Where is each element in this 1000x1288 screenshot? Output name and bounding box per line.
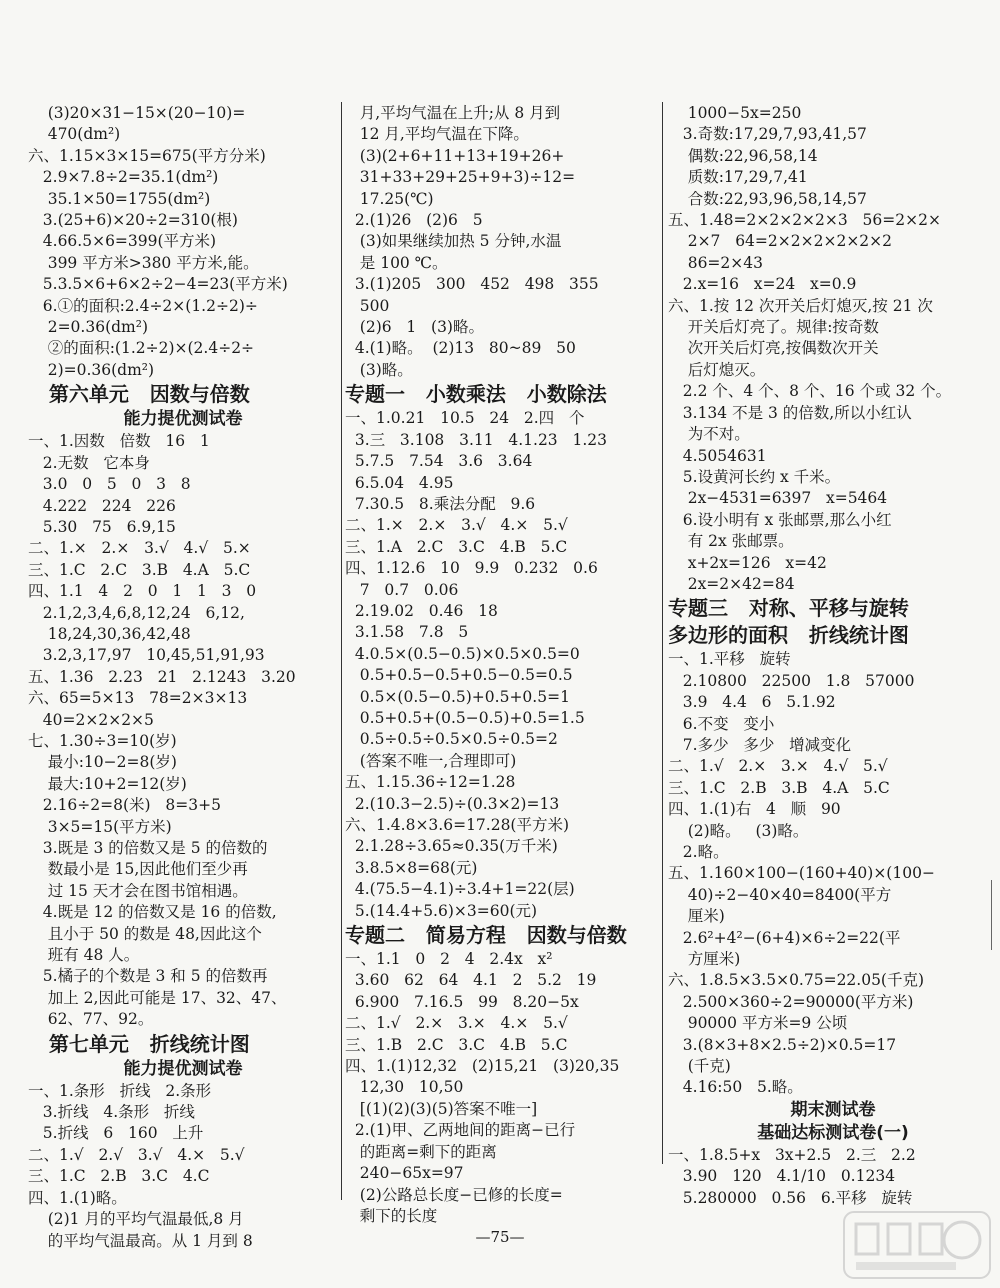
answer-line: 4.(1)略。 (2)13 80~89 50 [345,339,576,358]
answer-line: 四、1.(1)略。 [28,1188,127,1207]
answer-line: 12,30 10,50 [345,1078,464,1097]
answer-line: 剩下的长度 [345,1206,438,1225]
answer-line: 3.三 3.108 3.11 4.1.23 1.23 [345,430,607,449]
answer-line: 月,平均气温在上升;从 8 月到 [345,104,561,122]
answer-line: 2.6²+4²−(6+4)×6÷2=22(平 [668,928,901,947]
answer-line: 7.30.5 8.乘法分配 9.6 [345,494,536,513]
answer-line: 0.5×(0.5−0.5)+0.5+0.5=1 [345,687,570,706]
answer-line: 18,24,30,36,42,48 [28,624,191,643]
answer-line: 2.19.02 0.46 18 [345,601,498,620]
answer-line: 40)÷2−40×40=8400(平方 [668,885,892,904]
answer-line: (3)20×31−15×(20−10)= [28,104,246,122]
answer-line: (2)公路总长度−已修的长度= [345,1185,563,1204]
answer-line: 5.280000 0.56 6.平移 旋转 [668,1188,913,1207]
answer-line: 二、1.× 2.× 3.√ 4.× 5.√ [345,516,568,535]
answer-line: 4.5054631 [668,446,767,465]
column-right [668,103,998,1209]
answer-line: 4.(75.5−4.1)÷3.4+1=22(层) [345,880,575,899]
answer-line: 一、1.1 0 2 4 2.4x x² [345,950,553,969]
answer-line: 2.2 个、4 个、8 个、16 个或 32 个。 [668,382,952,401]
answer-line: 最大:10+2=12(岁) [28,774,187,793]
answer-line: 四、1.1 4 2 0 1 1 3 0 [28,582,257,601]
answer-line: 三、1.C 2.B 3.B 4.A 5.C [668,778,890,797]
answer-line: 的距离=剩下的距离 [345,1142,497,1161]
answer-line: 3.60 62 64 4.1 2 5.2 19 [345,971,597,990]
answer-line: 5.7.5 7.54 3.6 3.64 [345,452,533,471]
answer-line: 一、1.平移 旋转 [668,650,791,669]
answer-line: 六、65=5×13 78=2×3×13 [28,689,248,708]
answer-line: 过 15 天才会在图书馆相遇。 [28,881,248,900]
answer-line: ②的面积:(1.2÷2)×(2.4÷2÷ [28,339,255,358]
section-heading: 第七单元 折线统计图 [28,1031,250,1056]
answer-line: 3.90 120 4.1/10 0.1234 [668,1167,896,1186]
answer-line: 7.多少 多少 增减变化 [668,735,852,754]
answer-line: 后灯熄灭。 [668,360,766,379]
answer-line: 31+33+29+25+9+3)÷12= [345,168,576,187]
answer-line: 质数:17,29,7,41 [668,168,808,187]
answer-line: 35.1×50=1755(dm²) [28,189,211,208]
answer-line: 次开关后灯亮,按偶数次开关 [668,339,879,358]
answer-line: 0.5÷0.5÷0.5×0.5÷0.5=2 [345,730,558,749]
section-heading: 专题一 小数乘法 小数除法 [345,382,607,407]
column-left [28,103,338,1252]
column-divider-1 [341,102,342,1200]
answer-line: [(1)(2)(3)(5)答案不唯一] [345,1099,538,1118]
answer-line: 加上 2,因此可能是 17、32、47、 [28,988,287,1007]
section-heading: 能力提优测试卷 [123,409,243,430]
answer-line: 2.略。 [668,843,729,861]
answer-line: 4.222 224 226 [28,496,176,515]
section-heading: 多边形的面积 折线统计图 [668,623,909,648]
answer-line: 4.0.5×(0.5−0.5)×0.5×0.5=0 [345,644,580,663]
column-middle [345,103,657,1227]
answer-line: (3)略。 [345,360,413,379]
answer-line: 5.(14.4+5.6)×3=60(元) [345,901,538,920]
page-number: —75— [475,1228,525,1246]
answer-line: 6.不变 变小 [668,714,775,733]
answer-line: 17.25(℃) [345,189,434,208]
answer-line: 5.折线 6 160 上升 [28,1124,204,1143]
answer-line: 有 2x 张邮票。 [668,532,794,551]
answer-line: 2.(1)26 (2)6 5 [345,211,483,230]
answer-line: 6.设小明有 x 张邮票,那么小红 [668,510,892,529]
answer-line: 二、1.√ 2.× 3.× 4.√ 5.√ [668,757,888,776]
answer-line: 2.9×7.8÷2=35.1(dm²) [28,168,219,187]
answer-line: (3)如果继续加热 5 分钟,水温 [345,232,562,251]
answer-line: 三、1.B 2.C 3.C 4.B 5.C [345,1035,568,1054]
answer-line: 四、1.12.6 10 9.9 0.232 0.6 [345,559,598,578]
answer-line: x+2x=126 x=42 [668,553,827,572]
answer-line: 二、1.× 2.× 3.√ 4.√ 5.× [28,539,251,558]
section-heading: 期末测试卷 [790,1099,876,1120]
answer-line: 240−65x=97 [345,1164,464,1183]
answer-line: 一、1.0.21 10.5 24 2.四 个 [345,409,585,428]
answer-line: 3.奇数:17,29,7,93,41,57 [668,125,867,144]
answer-line: 方厘米) [668,950,741,969]
answer-line: 一、1.8.5+x 3x+2.5 2.三 2.2 [668,1145,916,1164]
answer-line: 数最小是 15,因此他们至少再 [28,860,248,879]
answer-line: 七、1.30÷3=10(岁) [28,731,177,750]
watermark-logo [842,1210,992,1280]
answer-line: 六、1.4.8×3.6=17.28(平方米) [345,816,570,834]
answer-line: 是 100 ℃。 [345,253,448,272]
answer-line: 2.10800 22500 1.8 57000 [668,671,915,690]
answer-line: 三、1.C 2.B 3.C 4.C [28,1167,210,1186]
answer-line: 0.5+0.5−0.5+0.5−0.5=0.5 [345,666,573,685]
answer-line: 班有 48 人。 [28,946,140,965]
answer-line: 3.(25+6)×20÷2=310(根) [28,211,238,230]
answer-line: 2)=0.36(dm²) [28,360,155,379]
answer-line: 五、1.15.36÷12=1.28 [345,773,516,792]
answer-line: 2x−4531=6397 x=5464 [668,489,888,508]
answer-line: 2.1.28÷3.65≈0.35(万千米) [345,837,558,856]
answer-line: 0.5+0.5+(0.5−0.5)+0.5=1.5 [345,708,585,727]
answer-line: 2x=2×42=84 [668,574,795,593]
answer-line: 4.既是 12 的倍数又是 16 的倍数, [28,903,277,922]
answer-line: 4.16:50 5.略。 [668,1078,803,1097]
answer-line: 3.折线 4.条形 折线 [28,1103,195,1122]
answer-line: 三、1.C 2.C 3.B 4.A 5.C [28,560,251,579]
answer-line: 6.900 7.16.5 99 8.20−5x [345,992,579,1011]
answer-line: 12 月,平均气温在下降。 [345,125,529,144]
answer-line: 一、1.因数 倍数 16 1 [28,432,210,451]
answer-line: 62、77、92。 [28,1010,154,1029]
answer-line: 四、1.(1)右 4 顺 90 [668,800,841,819]
answer-line: 3.8.5×8=68(元) [345,858,478,877]
section-heading: 专题三 对称、平移与旋转 [668,596,909,621]
answer-line: 的平均气温最高。从 1 月到 8 [28,1231,253,1250]
column-divider-2 [662,102,663,1164]
answer-line: (答案不唯一,合理即可) [345,751,517,770]
answer-line: 90000 平方米=9 公顷 [668,1014,848,1033]
answer-line: 五、1.36 2.23 21 2.1243 3.20 [28,667,296,686]
answer-line: 2.无数 它本身 [28,453,150,472]
answer-line: 六、1.按 12 次开关后灯熄灭,按 21 次 [668,296,933,315]
answer-line: 3.1.58 7.8 5 [345,623,469,642]
answer-line: 二、1.√ 2.× 3.× 4.× 5.√ [345,1014,568,1033]
answer-line: 3.134 不是 3 的倍数,所以小红认 [668,403,912,422]
answer-line: 3.(1)205 300 452 498 355 [345,275,599,294]
answer-line: 厘米) [668,907,725,926]
answer-line: 4.66.5×6=399(平方米) [28,232,217,251]
answer-line: 7 0.7 0.06 [345,580,459,599]
answer-line: 偶数:22,96,58,14 [668,146,818,165]
answer-line: 1000−5x=250 [668,104,802,122]
answer-line: 40=2×2×2×5 [28,710,154,729]
answer-line: 开关后灯亮了。规律:按奇数 [668,318,879,337]
answer-line: 五、1.160×100−(160+40)×(100− [668,864,935,883]
answer-line: 2=0.36(dm²) [28,318,148,337]
answer-line: 三、1.A 2.C 3.C 4.B 5.C [345,537,568,556]
section-heading: 专题二 简易方程 因数与倍数 [345,923,627,948]
answer-line: 为不对。 [668,425,750,444]
answer-line: 六、1.15×3×15=675(平方分米) [28,146,266,165]
answer-line: 3.既是 3 的倍数又是 5 的倍数的 [28,839,268,857]
answer-line: 6.5.04 4.95 [345,473,454,492]
answer-line: 3.0 0 5 0 3 8 [28,475,191,494]
answer-line: (2)6 1 (3)略。 [345,318,484,337]
answer-line: 86=2×43 [668,253,763,272]
answer-line: 2.x=16 x=24 x=0.9 [668,275,857,294]
section-heading: 第六单元 因数与倍数 [28,382,250,407]
answer-line: 2×7 64=2×2×2×2×2×2 [668,232,893,251]
answer-line: 3.(8×3+8×2.5÷2)×0.5=17 [668,1035,897,1054]
answer-line: (3)(2+6+11+13+19+26+ [345,146,565,165]
answer-line: (2)略。 (3)略。 [668,821,809,840]
answer-line: (千克) [668,1057,731,1076]
answer-line: 六、1.8.5×3.5×0.75=22.05(千克) [668,971,925,990]
answer-line: 二、1.√ 2.√ 3.√ 4.× 5.√ [28,1145,245,1164]
section-heading: 基础达标测试卷(一) [757,1122,909,1143]
answer-line: (2)1 月的平均气温最低,8 月 [28,1210,244,1229]
answer-line: 3.9 4.4 6 5.1.92 [668,693,836,712]
section-heading: 能力提优测试卷 [123,1058,243,1079]
answer-line: 四、1.(1)12,32 (2)15,21 (3)20,35 [345,1057,620,1076]
answer-line: 5.3.5×6+6×2÷2−4=23(平方米) [28,275,288,294]
answer-line: 一、1.条形 折线 2.条形 [28,1081,212,1100]
answer-line: 合数:22,93,96,58,14,57 [668,189,867,208]
answer-line: 470(dm²) [28,125,121,144]
answer-line: 2.16÷2=8(米) 8=3+5 [28,796,221,815]
answer-line: 6.①的面积:2.4÷2×(1.2÷2)÷ [28,296,258,315]
answer-line: 5.设黄河长约 x 千米。 [668,467,841,486]
answer-line: 399 平方米>380 平方米,能。 [28,253,259,272]
answer-line: 2.(10.3−2.5)÷(0.3×2)=13 [345,794,560,813]
page-edge-mark [991,880,1000,950]
answer-line: 500 [345,296,390,315]
answer-line: 且小于 50 的数是 48,因此这个 [28,924,262,943]
answer-line: 五、1.48=2×2×2×2×3 56=2×2× [668,211,941,230]
answer-line: 2.500×360÷2=90000(平方米) [668,992,914,1011]
answer-line: 2.(1)甲、乙两地间的距离−已行 [345,1121,576,1140]
answer-line: 5.橘子的个数是 3 和 5 的倍数再 [28,967,268,986]
answer-line: 最小:10−2=8(岁) [28,753,177,772]
answer-line: 3×5=15(平方米) [28,817,172,836]
answer-line: 5.30 75 6.9,15 [28,517,176,536]
answer-line: 3.2,3,17,97 10,45,51,91,93 [28,646,265,665]
answer-line: 2.1,2,3,4,6,8,12,24 6,12, [28,603,245,622]
